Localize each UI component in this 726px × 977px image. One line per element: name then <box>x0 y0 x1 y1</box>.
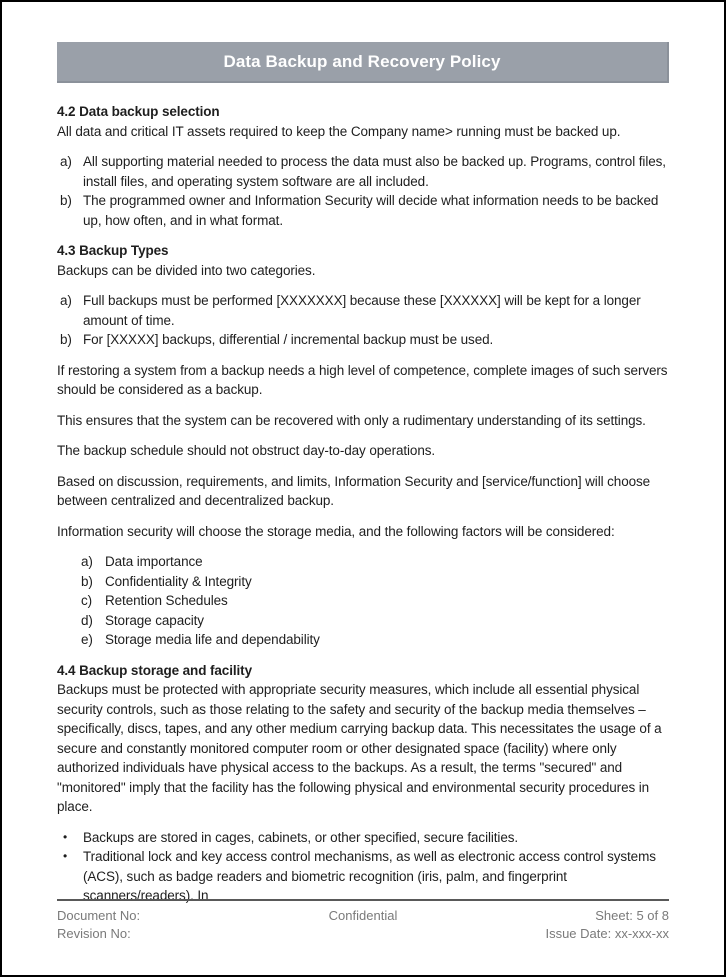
list-marker: a) <box>81 554 93 569</box>
list-item <box>57 152 669 191</box>
page-footer <box>57 899 669 942</box>
list-item-text: Storage capacity <box>105 612 204 628</box>
confidential-label: Confidential <box>328 908 398 923</box>
section-4-3 <box>57 241 669 650</box>
list-item <box>57 291 669 330</box>
list-item-text: For [XXXXX] backups, differential / incremental backup must be used. <box>83 332 494 347</box>
list-marker: b) <box>81 573 93 589</box>
bullet-item-text: Traditional lock and key access control mechanisms, as well as electronic access control systems (ACS), such as badge readers and biometric recognition (iris, palm, and fingerprint scanners/readers). In <box>83 849 656 903</box>
list-marker: d) <box>81 612 93 628</box>
section-intro: Backups must be protected with appropriate security measures, which include all essential physical security controls, such as those relating to the safety and security of the backup media themselves – specifically, discs, tapes, and any other medium carrying backup data. This necessitates the usage of a secure and constantly monitored computer room or other designated space (facility) where only authorized individuals have physical access to the backups. As a result, the terms "secured" and "monitored" imply that the facility has the following physical and environmental security procedures in place. <box>57 682 662 814</box>
paragraph: The backup schedule should not obstruct day-to-day operations. <box>57 443 436 458</box>
list-item <box>57 330 669 350</box>
list-item <box>57 591 669 611</box>
footer-center <box>329 907 398 942</box>
section-heading: 4.3 Backup Types <box>57 243 169 258</box>
factors-list <box>57 552 669 650</box>
section-intro: Backups can be divided into two categories. <box>57 262 316 278</box>
lettered-list <box>57 291 669 350</box>
section-heading: 4.4 Backup storage and facility <box>57 662 252 678</box>
bullet-list <box>57 828 669 906</box>
section-4-2 <box>57 102 669 230</box>
issue-date: Issue Date: xx-xxx-xx <box>545 925 669 941</box>
document-title-bar <box>57 42 669 83</box>
list-marker: c) <box>81 593 93 608</box>
bullet-item <box>57 828 669 848</box>
list-item <box>57 630 669 650</box>
list-item-text: Full backups must be performed [XXXXXXX] because these [XXXXXX] will be kept for a longer amount of time. <box>83 293 641 328</box>
paragraph: Information security will choose the storage media, and the following factors will be considered: <box>57 523 615 539</box>
list-item <box>57 611 669 631</box>
revision-no-label: Revision No: <box>57 925 131 941</box>
list-item <box>57 191 669 230</box>
paragraph: Based on discussion, requirements, and limits, Information Security and [service/function] will choose between centralized and decentralized backup. <box>57 473 651 508</box>
footer-left <box>57 907 329 942</box>
paragraph: If restoring a system from a backup needs a high level of competence, complete images of such servers should be considered as a backup. <box>57 362 668 397</box>
sheet-number: Sheet: 5 of 8 <box>595 908 669 923</box>
list-item-text: All supporting material needed to process the data must also be backed up. Programs, control files, install files, and operating system software are all included. <box>83 154 666 189</box>
list-item-text: The programmed owner and Information Security will decide what information needs to be backed up, how often, and in what format. <box>83 193 659 228</box>
lettered-list <box>57 152 669 230</box>
list-marker: a) <box>60 154 72 169</box>
document-content <box>2 2 724 906</box>
bullet-item-text: Backups are stored in cages, cabinets, or other specified, secure facilities. <box>83 829 519 845</box>
list-item-text: Data importance <box>105 554 203 569</box>
list-marker: b) <box>60 193 72 208</box>
list-item-text: Storage media life and dependability <box>105 632 320 647</box>
list-marker: a) <box>60 293 72 308</box>
bullet-icon: • <box>63 849 68 863</box>
bullet-icon: • <box>63 829 68 844</box>
page-title: Data Backup and Recovery Policy <box>223 51 501 71</box>
list-item-text: Retention Schedules <box>105 593 228 608</box>
section-heading: 4.2 Data backup selection <box>57 104 220 119</box>
list-item <box>57 552 669 572</box>
list-item <box>57 572 669 592</box>
list-marker: b) <box>60 332 72 347</box>
section-4-4 <box>57 661 669 906</box>
footer-right <box>397 907 669 942</box>
bullet-item <box>57 847 669 906</box>
document-no-label: Document No: <box>57 908 141 923</box>
list-marker: e) <box>81 632 93 647</box>
list-item-text: Confidentiality & Integrity <box>105 573 252 589</box>
section-intro: All data and critical IT assets required to keep the Company name> running must be backed up. <box>57 123 621 139</box>
paragraph: This ensures that the system can be recovered with only a rudimentary understanding of its settings. <box>57 412 646 428</box>
